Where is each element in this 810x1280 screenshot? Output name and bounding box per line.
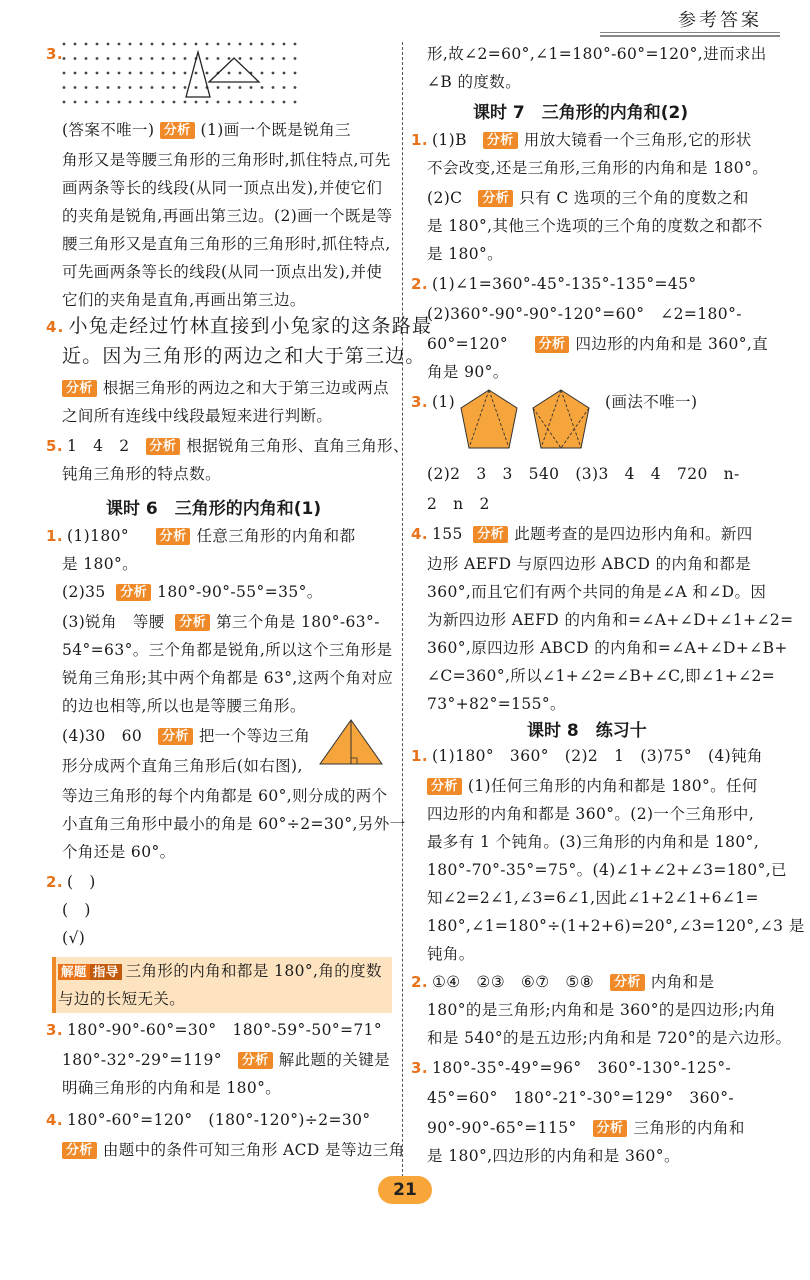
l6-q1-1: 1. (1)180° 分析 任意三角形的内角和都 — [46, 527, 356, 545]
q3-line-3: 画两条等长的线段(从同一顶点出发),并使它们 — [62, 179, 383, 197]
grid-dot — [173, 43, 176, 46]
grid-dot — [195, 101, 198, 104]
grid-dot — [140, 57, 143, 60]
grid-dot — [272, 57, 275, 60]
grid-dot — [195, 72, 198, 75]
grid-dot — [74, 57, 77, 60]
l6-q1-4: (4)30 60 分析 把一个等边三角 — [62, 727, 311, 745]
grid-dot — [184, 72, 187, 75]
grid-dot — [85, 101, 88, 104]
q3-line-4: 的夹角是锐角,再画出第三边。(2)画一个既是等 — [62, 207, 393, 225]
l6-q2-2: (√) — [62, 929, 86, 947]
grid-dot — [162, 72, 165, 75]
l7-q3-1: 3. (1) — [411, 393, 456, 411]
l7-q4-an6: 73°+82°=155°。 — [427, 695, 566, 713]
grid-dot — [294, 43, 297, 46]
grid-dot — [239, 43, 242, 46]
grid-dot — [96, 101, 99, 104]
q4-analysis-1: 之间所有连线中线段最短来进行判断。 — [62, 407, 333, 425]
grid-dot — [63, 86, 66, 89]
grid-dot — [74, 101, 77, 104]
grid-dot — [140, 43, 143, 46]
grid-dot — [250, 86, 253, 89]
grid-dot — [239, 101, 242, 104]
grid-dot — [206, 101, 209, 104]
grid-dot — [74, 43, 77, 46]
grid-dot — [261, 72, 264, 75]
grid-dot — [272, 43, 275, 46]
l7-q4: 4. 155 分析 此题考查的是四边形内角和。新四 — [411, 525, 753, 543]
grid-dot — [63, 43, 66, 46]
grid-dot — [261, 101, 264, 104]
q3-line-6: 可先画两条等长的线段(从同一顶点出发),并使 — [62, 263, 383, 281]
grid-dot — [107, 57, 110, 60]
grid-dot — [173, 57, 176, 60]
grid-dot — [140, 101, 143, 104]
grid-dot — [217, 57, 220, 60]
pentagon-left — [461, 390, 517, 448]
triangle-right-isosceles — [209, 58, 259, 82]
grid-dot — [173, 101, 176, 104]
grid-dot — [118, 57, 121, 60]
l7-q3-2-1: 2 n 2 — [427, 495, 490, 513]
grid-dot — [129, 101, 132, 104]
grid-dot — [283, 101, 286, 104]
grid-dot — [85, 43, 88, 46]
l6-q1-4-an4: 个角还是 60°。 — [62, 843, 176, 861]
l7-q2-1: (2)360°-90°-90°-120°=60° ∠2=180°- — [427, 305, 742, 323]
l6-q1-2: (2)35 分析 180°-90°-55°=35°。 — [62, 583, 323, 601]
l6-q1-3: (3)锐角 等腰 分析 第三个角是 180°-63°- — [62, 613, 380, 631]
l8-q2-an2: 和是 540°的是五边形;内角和是 720°的是六边形。 — [427, 1029, 792, 1047]
l6-q3-an1: 明确三角形的内角和是 180°。 — [62, 1079, 282, 1097]
grid-dot — [96, 57, 99, 60]
grid-dot — [195, 86, 198, 89]
grid-dot — [118, 43, 121, 46]
grid-dot — [250, 101, 253, 104]
grid-dot — [85, 57, 88, 60]
l6-q1-3-an3: 的边也相等,所以也是等腰三角形。 — [62, 697, 306, 715]
grid-dot — [228, 86, 231, 89]
guide-line-0: 解题 指导 三角形的内角和都是 180°,角的度数 — [58, 961, 382, 981]
grid-dot — [151, 72, 154, 75]
l8-q1-an5: 180°,∠1=180°÷(1+2+6)=20°,∠3=120°,∠3 是 — [427, 917, 805, 935]
q4-line-0: 4. 小兔走经过竹林直接到小兔家的这条路最 — [46, 315, 433, 337]
l8-q1-an3: 180°-70°-35°=75°。(4)∠1+∠2+∠3=180°,已 — [427, 861, 787, 879]
l7-q4-an2: 360°,而且它们有两个共同的角是∠A 和∠D。因 — [427, 583, 767, 601]
l7-q4-an3: 为新四边形 AEFD 的内角和=∠A+∠D+∠1+∠2= — [427, 611, 794, 629]
l8-q2: 2. ①④ ②③ ⑥⑦ ⑤⑧ 分析 内角和是 — [411, 973, 715, 991]
l6-q3-0: 3. 180°-90°-60°=30° 180°-59°-50°=71° — [46, 1021, 383, 1039]
grid-dot — [118, 72, 121, 75]
grid-dot — [261, 57, 264, 60]
grid-dot — [63, 101, 66, 104]
grid-dot — [151, 43, 154, 46]
l8-q1-an4: 知∠2=2∠1,∠3=6∠1,因此∠1+2∠1+6∠1= — [427, 889, 759, 907]
l7-q1-2-an1: 是 180°,其他三个选项的三个角的度数之和都不 — [427, 217, 763, 235]
l7-q4-an1: 边形 AEFD 与原四边形 ABCD 的内角和都是 — [427, 555, 752, 573]
grid-dot — [283, 86, 286, 89]
grid-dot — [272, 86, 275, 89]
grid-dot — [184, 86, 187, 89]
grid-dot — [206, 72, 209, 75]
grid-dot — [261, 86, 264, 89]
grid-dot — [217, 43, 220, 46]
grid-dot — [283, 43, 286, 46]
grid-dot — [294, 86, 297, 89]
grid-dot — [151, 86, 154, 89]
grid-dot — [151, 57, 154, 60]
grid-dot — [107, 72, 110, 75]
l6-q1-3-an1: 54°=63°。三个角都是锐角,所以这个三角形是 — [62, 641, 393, 659]
q5-line: 5. 1 4 2 分析 根据锐角三角形、直角三角形、 — [46, 437, 409, 455]
lesson7-title: 课时 7 三角形的内角和(2) — [473, 103, 689, 123]
q3-line-2: 角形又是等腰三角形的三角形时,抓住特点,可先 — [62, 151, 391, 169]
l8-q3-0: 3. 180°-35°-49°=96° 360°-130°-125°- — [411, 1059, 732, 1077]
grid-dot — [96, 72, 99, 75]
grid-dot — [162, 57, 165, 60]
grid-dot — [283, 57, 286, 60]
grid-dot — [63, 72, 66, 75]
grid-dot — [107, 43, 110, 46]
l8-q2-an1: 180°的是三角形;内角和是 360°的是四边形;内角 — [427, 1001, 776, 1019]
grid-dot — [294, 57, 297, 60]
dot-grid-figure — [60, 40, 310, 110]
grid-dot — [118, 86, 121, 89]
l7-q1-2-an2: 是 180°。 — [427, 245, 504, 263]
grid-dot — [173, 72, 176, 75]
pentagon-right — [533, 390, 589, 448]
l7-q1-2: (2)C 分析 只有 C 选项的三个角的度数之和 — [427, 189, 749, 207]
header-rule-thick — [600, 35, 780, 37]
grid-dot — [85, 72, 88, 75]
lesson8-title: 课时 8 练习十 — [527, 721, 647, 741]
l6-q1-1-an: 是 180°。 — [62, 555, 139, 573]
grid-dot — [272, 101, 275, 104]
grid-dot — [184, 57, 187, 60]
l8-q1-an0: 分析 (1)任何三角形的内角和都是 180°。任何 — [427, 776, 758, 796]
q4-line-1: 近。因为三角形的两边之和大于第三边。 — [62, 345, 426, 367]
grid-dot — [129, 72, 132, 75]
l6-q2-1: ( ) — [62, 901, 91, 919]
grid-dot — [228, 72, 231, 75]
guide-line-1: 与边的长短无关。 — [58, 990, 186, 1008]
l6-q1-4-an3: 小直角三角形中最小的角是 60°÷2=30°,另外一 — [62, 815, 406, 833]
grid-dot — [140, 72, 143, 75]
grid-dot — [239, 72, 242, 75]
grid-dot — [85, 86, 88, 89]
grid-dot — [162, 86, 165, 89]
l7-q1-1: 1. (1)B 分析 用放大镜看一个三角形,它的形状 — [411, 131, 752, 149]
l7-q2-0: 2. (1)∠1=360°-45°-135°-135°=45° — [411, 275, 697, 293]
solution-guide-box — [52, 957, 392, 1013]
grid-dot — [250, 43, 253, 46]
grid-dot — [195, 43, 198, 46]
grid-dot — [129, 86, 132, 89]
grid-dot — [107, 86, 110, 89]
grid-dot — [151, 101, 154, 104]
q3-line-7: 它们的夹角是直角,再画出第三边。 — [62, 291, 306, 309]
grid-dot — [129, 43, 132, 46]
l8-q3-an1: 是 180°,四边形的内角和是 360°。 — [427, 1147, 680, 1165]
grid-dot — [129, 57, 132, 60]
grid-dot — [184, 101, 187, 104]
l6-q1-4-an1: 形分成两个直角三角形后(如右图), — [62, 757, 303, 775]
l6-q4: 4. 180°-60°=120° (180°-120°)÷2=30° — [46, 1111, 371, 1129]
grid-dot — [206, 43, 209, 46]
lesson6-title: 课时 6 三角形的内角和(1) — [106, 499, 322, 519]
grid-dot — [272, 72, 275, 75]
grid-dot — [228, 101, 231, 104]
grid-dot — [74, 72, 77, 75]
grid-dot — [228, 43, 231, 46]
l8-q3-2: 90°-90°-65°=115° 分析 三角形的内角和 — [427, 1119, 745, 1137]
l7-q3-note: (画法不唯一) — [605, 393, 698, 411]
grid-dot — [107, 101, 110, 104]
l8-q3-1: 45°=60° 180°-21°-30°=129° 360°- — [427, 1089, 734, 1107]
grid-dot — [239, 86, 242, 89]
page-number: 21 — [378, 1176, 432, 1204]
grid-dot — [261, 43, 264, 46]
grid-dot — [250, 57, 253, 60]
q4-analysis-0: 分析 根据三角形的两边之和大于第三边或两点 — [62, 378, 389, 398]
q3-line-0: (答案不唯一) 分析 (1)画一个既是锐角三 — [62, 121, 351, 139]
grid-dot — [217, 86, 220, 89]
q3-line-5: 腰三角形又是直角三角形的三角形时,抓住特点, — [62, 235, 391, 253]
l7-q4-an5: ∠C=360°,所以∠1+∠2=∠B+∠C,即∠1+∠2= — [427, 667, 776, 685]
l6-q1-4-an2: 等边三角形的每个内角都是 60°,则分成的两个 — [62, 787, 388, 805]
grid-dot — [294, 101, 297, 104]
grid-dot — [217, 101, 220, 104]
q5-analysis-1: 钝角三角形的特点数。 — [62, 465, 222, 483]
grid-dot — [162, 43, 165, 46]
l7-q2-an1: 角是 90°。 — [427, 363, 509, 381]
grid-dot — [184, 43, 187, 46]
grid-dot — [140, 86, 143, 89]
grid-dot — [173, 86, 176, 89]
l7-q1-1-an: 不会改变,还是三角形,三角形的内角和是 180°。 — [427, 159, 769, 177]
cont-line-0: 形,故∠2=60°,∠1=180°-60°=120°,进而求出 — [427, 45, 767, 63]
l8-q1: 1. (1)180° 360° (2)2 1 (3)75° (4)钝角 — [411, 747, 763, 765]
cont-line-1: ∠B 的度数。 — [427, 73, 522, 91]
l7-q3-2-0: (2)2 3 3 540 (3)3 4 4 720 n- — [427, 465, 740, 483]
grid-dot — [228, 57, 231, 60]
l6-q1-3-an2: 锐角三角形;其中两个角都是 63°,这两个角对应 — [62, 669, 394, 687]
question-number: 3. — [46, 45, 63, 63]
l6-q3-1: 180°-32°-29°=119° 分析 解此题的关键是 — [62, 1051, 390, 1069]
l8-q1-an1: 四边形的内角和都是 360°。(2)一个三角形中, — [427, 805, 755, 823]
l7-q2-2: 60°=120° 分析 四边形的内角和是 360°,直 — [427, 335, 769, 353]
grid-dot — [63, 57, 66, 60]
grid-dot — [96, 43, 99, 46]
header-rule — [600, 32, 780, 33]
grid-dot — [74, 86, 77, 89]
grid-dot — [96, 86, 99, 89]
l8-q1-an6: 钝角。 — [427, 945, 475, 963]
analysis-tag: 分析 — [160, 122, 195, 139]
grid-dot — [239, 57, 242, 60]
grid-dot — [118, 101, 121, 104]
grid-dot — [294, 72, 297, 75]
header-title: 参考答案 — [678, 10, 762, 31]
l6-q4-an: 分析 由题中的条件可知三角形 ACD 是等边三角 — [62, 1140, 405, 1160]
grid-dot — [206, 57, 209, 60]
grid-dot — [162, 101, 165, 104]
column-divider — [402, 42, 403, 1192]
l6-q2-0: 2. ( ) — [46, 873, 96, 891]
pentagon-figures — [455, 386, 605, 456]
equilateral-split-figure — [318, 716, 384, 766]
grid-dot — [283, 72, 286, 75]
l7-q4-an4: 360°,原四边形 ABCD 的内角和=∠A+∠D+∠B+ — [427, 639, 788, 657]
l8-q1-an2: 最多有 1 个钝角。(3)三角形的内角和是 180°, — [427, 833, 760, 851]
